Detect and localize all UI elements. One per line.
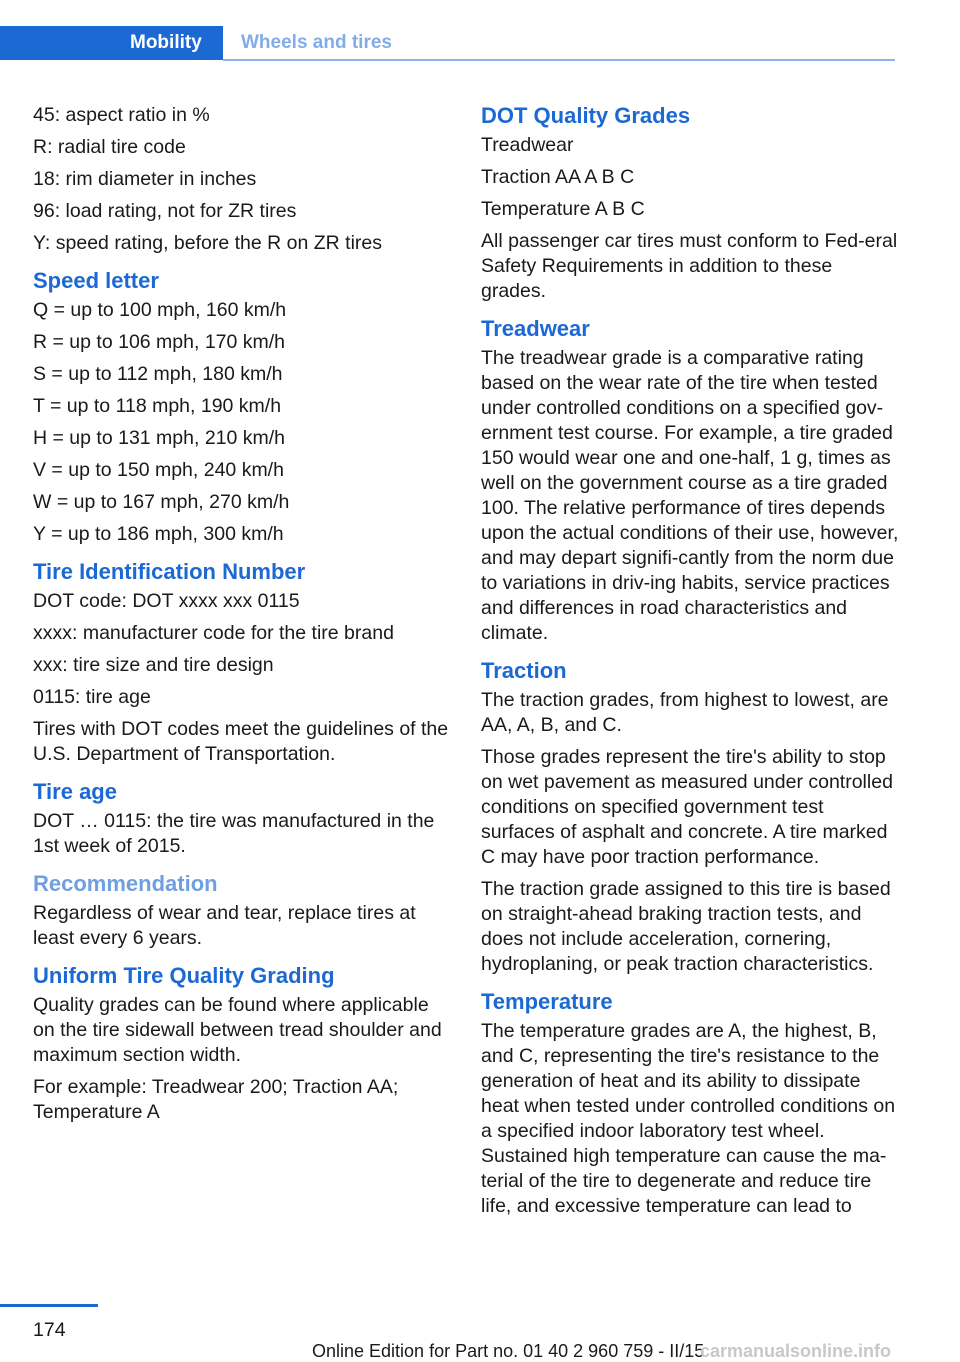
speed-line: S = up to 112 mph, 180 km/h (33, 363, 283, 385)
edition-note: Online Edition for Part no. 01 40 2 960 759 - II/15 (312, 1341, 705, 1361)
left-column (33, 103, 453, 1132)
size-line: 18: rim diameter in inches (33, 168, 257, 190)
chapter-tab-wheels-and-tires[interactable]: Wheels and tires (241, 32, 392, 53)
speed-line: R = up to 106 mph, 170 km/h (33, 331, 286, 353)
section-tab-mobility[interactable]: Mobility (0, 26, 223, 60)
utqg-example: For example: Treadwear 200; Traction AA; Temperature A (33, 1076, 399, 1123)
grade-line: Traction AA A B C (481, 166, 635, 188)
utqg-paragraph: Quality grades can be found where applicable on the tire sidewall between tread shoulder and maximum section width. (33, 994, 442, 1066)
page-header (0, 26, 895, 62)
heading-tire-age: Tire age (33, 779, 117, 804)
watermark-logo: carmanualsonline.info (700, 1341, 892, 1361)
speed-line: H = up to 131 mph, 210 km/h (33, 427, 286, 449)
treadwear-paragraph: The treadwear grade is a comparative rating based on the wear rate of the tire when tested under controlled conditions on a specified gov‐ernment test course. For example, a tire graded 150 would wear one and one-half, 1 g, times as well on the government course as a tire graded 100. The relative performance of tires depends upon the actual conditions of their use, however, and may depart signifi‐cantly from the norm due to variations in driv‐ing habits, service practices and differences in road characteristics and climate. (481, 347, 899, 644)
tin-line: xxx: tire size and tire design (33, 654, 274, 676)
tire-age-paragraph: DOT … 0115: the tire was manufactured in the 1st week of 2015. (33, 810, 435, 857)
traction-paragraph: The traction grade assigned to this tire is based on straight-ahead braking traction tests, and does not include acceleration, cornering, hydroplaning, or peak traction characteristics. (481, 878, 891, 975)
size-line: Y: speed rating, before the R on ZR tires (33, 232, 383, 254)
page-number: 174 (33, 1319, 66, 1341)
heading-dot-quality-grades: DOT Quality Grades (481, 103, 691, 128)
heading-recommendation: Recommendation (33, 871, 218, 896)
traction-paragraph: The traction grades, from highest to lowest, are AA, A, B, and C. (481, 689, 889, 736)
grade-paragraph: All passenger car tires must conform to Fed‐eral Safety Requirements in addition to these grades. (481, 230, 898, 302)
heading-speed-letter: Speed letter (33, 268, 159, 293)
heading-temperature: Temperature (481, 989, 613, 1014)
size-line: R: radial tire code (33, 136, 186, 158)
speed-line: W = up to 167 mph, 270 km/h (33, 491, 290, 513)
footer-divider (0, 1304, 98, 1307)
tin-line: xxxx: manufacturer code for the tire brand (33, 622, 394, 644)
grade-line: Treadwear (481, 134, 574, 156)
size-line: 96: load rating, not for ZR tires (33, 200, 297, 222)
traction-paragraph: Those grades represent the tire's ability to stop on wet pavement as measured under controlled conditions on specified government test surfaces of asphalt and concrete. A tire marked C may have poor traction performance. (481, 746, 893, 868)
heading-traction: Traction (481, 658, 567, 683)
recommendation-paragraph: Regardless of wear and tear, replace tires at least every 6 years. (33, 902, 416, 949)
header-divider (223, 59, 895, 61)
temperature-paragraph: The temperature grades are A, the highest, B, and C, representing the tire's resistance to the generation of heat and its ability to dissipate heat when tested under controlled conditions on a specified indoor laboratory test wheel. Sustained high temperature can cause the ma‐terial of the tire to degenerate and reduce tire life, and excessive temperature can lead to (481, 1020, 896, 1217)
heading-uniform-tire-quality-grading: Uniform Tire Quality Grading (33, 963, 335, 988)
heading-tire-identification-number: Tire Identification Number (33, 559, 306, 584)
tin-line: DOT code: DOT xxxx xxx 0115 (33, 590, 300, 612)
speed-line: Y = up to 186 mph, 300 km/h (33, 523, 284, 545)
tin-line: 0115: tire age (33, 686, 151, 708)
grade-line: Temperature A B C (481, 198, 645, 220)
heading-treadwear: Treadwear (481, 316, 590, 341)
right-column (481, 103, 899, 1226)
size-line: 45: aspect ratio in % (33, 104, 210, 126)
speed-line: T = up to 118 mph, 190 km/h (33, 395, 282, 417)
speed-line: Q = up to 100 mph, 160 km/h (33, 299, 287, 321)
speed-line: V = up to 150 mph, 240 km/h (33, 459, 284, 481)
tin-paragraph: Tires with DOT codes meet the guidelines of the U.S. Department of Transportation. (33, 718, 449, 765)
